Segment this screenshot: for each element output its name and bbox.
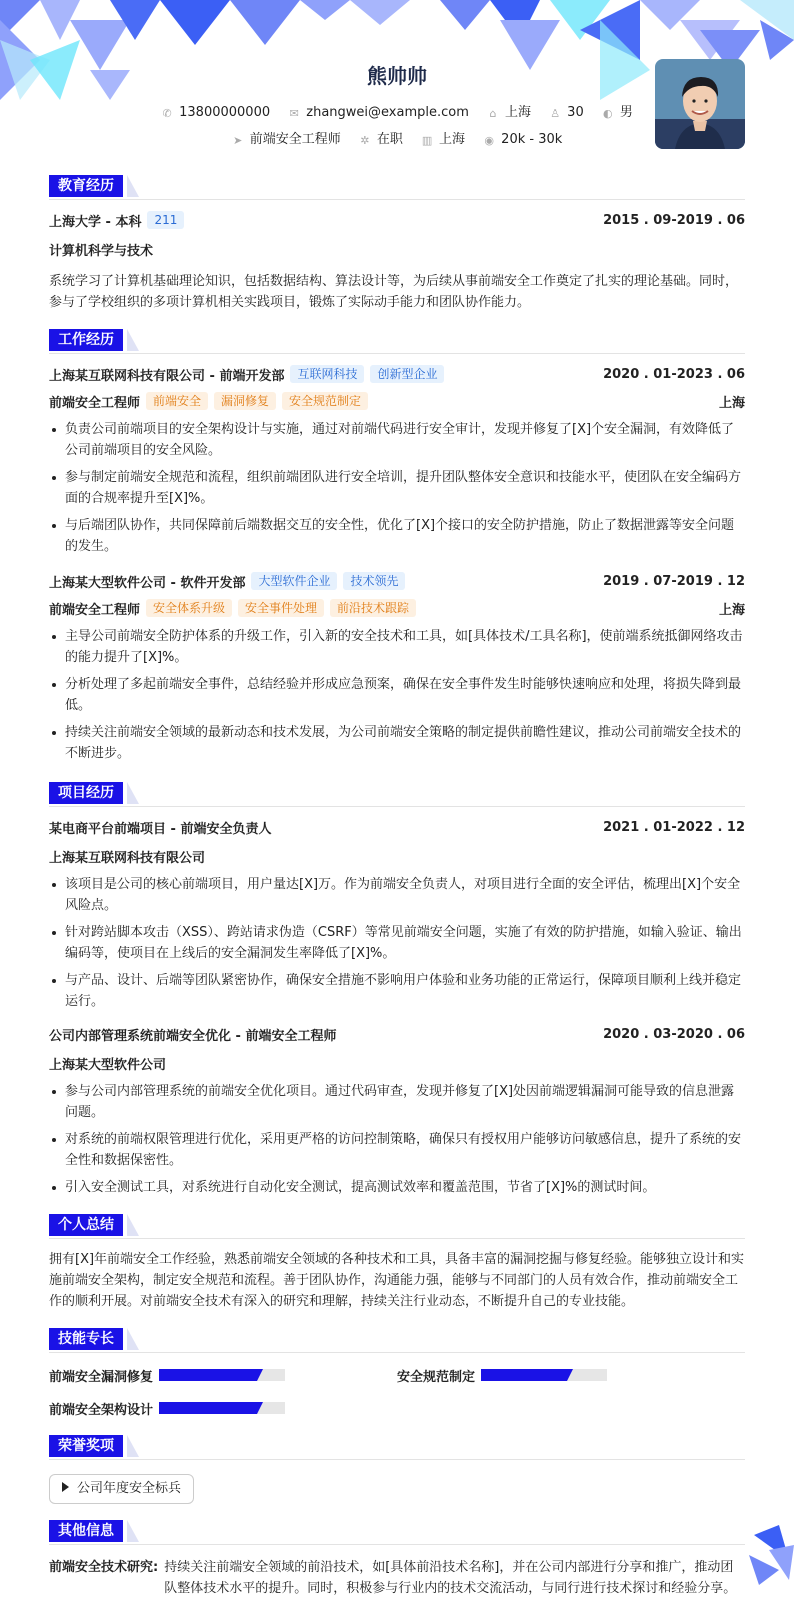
position-item xyxy=(232,128,341,147)
company-tag: 创新型企业 xyxy=(370,365,444,383)
gender-value: 男 xyxy=(619,105,633,120)
skill-name: 前端安全架构设计 xyxy=(49,1402,154,1418)
building-icon: ▥ xyxy=(421,134,433,147)
list-item: 主导公司前端安全防护体系的升级工作，引入新的安全技术和工具，如[具体技术/工具名称]，使前端系统抵御网络攻击的能力提升了[X]%。 xyxy=(49,626,745,668)
company-tag: 大型软件企业 xyxy=(251,572,337,590)
section-title-other: 其他信息 xyxy=(49,1520,123,1542)
resume-header xyxy=(49,0,745,165)
skill-item xyxy=(49,1365,397,1385)
location-value: 上海 xyxy=(505,105,532,120)
award-name: 公司年度安全标兵 xyxy=(77,1481,182,1496)
age-item xyxy=(549,105,584,120)
skill-bar xyxy=(481,1369,607,1381)
summary-section xyxy=(49,1212,745,1312)
other-section xyxy=(49,1518,745,1599)
status-icon: ✲ xyxy=(360,134,370,147)
salary-value: 20k - 30k xyxy=(501,132,563,147)
section-title-work: 工作经历 xyxy=(49,329,123,351)
work-item xyxy=(49,364,745,557)
mail-icon: ✉ xyxy=(289,107,299,120)
home-icon: ⌂ xyxy=(489,107,497,120)
role-name: 前端安全工程师 xyxy=(49,602,141,618)
work-date: 2019 . 07-2019 . 12 xyxy=(603,573,745,589)
list-item: 对系统的前端权限管理进行优化，采用更严格的访问控制策略，确保只有授权用户能够访问敏感信息，提升了系统的安全性和数据保密性。 xyxy=(49,1129,745,1171)
other-item xyxy=(49,1557,745,1599)
list-item: 持续关注前端安全领域的最新动态和技术发展，为公司前端安全策略的制定提供前瞻性建议，推动公司前端安全技术的不断进步。 xyxy=(49,722,745,764)
job-intent-row xyxy=(49,128,745,147)
section-title-projects: 项目经历 xyxy=(49,782,123,804)
salary-item xyxy=(483,132,562,147)
education-date: 2015 . 09-2019 . 06 xyxy=(603,212,745,228)
awards-section xyxy=(49,1433,745,1504)
list-item: 参与制定前端安全规范和流程，组织前端团队进行安全培训，提升团队整体安全意识和技能水平，使团队在安全编码方面的合规率提升至[X]%。 xyxy=(49,467,745,509)
phone-item xyxy=(161,105,270,120)
section-title-awards: 荣誉奖项 xyxy=(49,1435,123,1457)
gender-icon: ◐ xyxy=(603,107,613,120)
avatar xyxy=(655,59,745,149)
project-title: 某电商平台前端项目 - 前端安全负责人 xyxy=(49,821,272,837)
age-icon: ♙ xyxy=(550,107,561,120)
salary-icon: ◉ xyxy=(484,134,494,147)
school-tag: 211 xyxy=(147,211,184,229)
school-name: 上海大学 - 本科 xyxy=(49,214,142,230)
section-title-education: 教育经历 xyxy=(49,175,123,197)
email-value: zhangwei@example.com xyxy=(306,105,469,120)
award-item xyxy=(49,1474,194,1504)
work-city: 上海 xyxy=(718,602,745,618)
skills-section xyxy=(49,1326,745,1431)
age-value: 30 xyxy=(567,105,584,120)
list-item: 与产品、设计、后端等团队紧密协作，确保安全措施不影响用户体验和业务功能的正常运行，保障项目顺利上线并稳定运行。 xyxy=(49,970,745,1012)
role-tag: 安全规范制定 xyxy=(282,392,368,410)
project-company: 上海某大型软件公司 xyxy=(49,1057,167,1073)
section-title-summary: 个人总结 xyxy=(49,1214,123,1236)
skill-item xyxy=(397,1365,745,1385)
summary-text: 拥有[X]年前端安全工作经验，熟悉前端安全领域的各种技术和工具，具备丰富的漏洞挖掘与修复经验。能够独立设计和实施前端安全架构，制定安全规范和流程。善于团队协作，沟通能力强，能够与不同部门的人员有效合作，推动前端安全工作的顺利开展。对前端安全技术有深入的研究和理解，持续关注行业动态，不断提升自己的专业技能。 xyxy=(49,1252,745,1309)
send-icon: ➤ xyxy=(233,134,243,147)
list-item: 参与公司内部管理系统的前端安全优化项目。通过代码审查，发现并修复了[X]处因前端逻辑漏洞可能导致的信息泄露问题。 xyxy=(49,1081,745,1123)
work-city: 上海 xyxy=(718,395,745,411)
role-tag: 安全事件处理 xyxy=(238,599,324,617)
company-name: 上海某互联网科技有限公司 - 前端开发部 xyxy=(49,368,285,384)
list-item: 针对跨站脚本攻击（XSS）、跨站请求伪造（CSRF）等常见前端安全问题，实施了有效的防护措施，如输入验证、输出编码等，使项目在上线后的安全漏洞发生率降低了[X]%。 xyxy=(49,922,745,964)
project-item xyxy=(49,1024,745,1198)
skill-name: 前端安全漏洞修复 xyxy=(49,1369,154,1385)
project-company: 上海某互联网科技有限公司 xyxy=(49,850,206,866)
location-item xyxy=(487,101,531,120)
company-tag: 技术领先 xyxy=(343,572,405,590)
work-date: 2020 . 01-2023 . 06 xyxy=(603,366,745,382)
projects-section xyxy=(49,780,745,1198)
status-value: 在职 xyxy=(376,132,403,147)
education-desc: 系统学习了计算机基础理论知识，包括数据结构、算法设计等，为后续从事前端安全工作奠定了扎实的理论基础。同时，参与了学校组织的多项计算机相关实践项目，锻炼了实际动手能力和团队协作能力。 xyxy=(49,274,739,310)
role-name: 前端安全工程师 xyxy=(49,395,141,411)
list-item: 与后端团队协作，共同保障前后端数据交互的安全性，优化了[X]个接口的安全防护措施，防止了数据泄露等安全问题的发生。 xyxy=(49,515,745,557)
project-date: 2020 . 03-2020 . 06 xyxy=(603,1026,745,1042)
work-section xyxy=(49,327,745,764)
list-item: 该项目是公司的核心前端项目，用户量达[X]万。作为前端安全负责人，对项目进行全面的安全评估，梳理出[X]个安全风险点。 xyxy=(49,874,745,916)
phone-value: 13800000000 xyxy=(179,105,271,120)
status-item xyxy=(359,128,403,147)
education-row xyxy=(49,210,745,230)
skill-name: 安全规范制定 xyxy=(397,1369,476,1385)
list-item: 负责公司前端项目的安全架构设计与实施，通过对前端代码进行安全审计，发现并修复了[X]个安全漏洞，有效降低了公司前端项目的安全风险。 xyxy=(49,419,745,461)
project-item xyxy=(49,817,745,1012)
email-item xyxy=(288,105,469,120)
role-tag: 前端安全 xyxy=(146,392,208,410)
section-title-skills: 技能专长 xyxy=(49,1328,123,1350)
work-item xyxy=(49,571,745,764)
role-tag: 前沿技术跟踪 xyxy=(330,599,416,617)
position-value: 前端安全工程师 xyxy=(249,132,341,147)
city-value: 上海 xyxy=(439,132,466,147)
project-date: 2021 . 01-2022 . 12 xyxy=(603,819,745,835)
city-item xyxy=(421,128,465,147)
role-tag: 安全体系升级 xyxy=(146,599,232,617)
phone-icon: ✆ xyxy=(162,107,172,120)
skill-bar xyxy=(159,1402,285,1414)
contact-row xyxy=(49,101,745,120)
project-title: 公司内部管理系统前端安全优化 - 前端安全工程师 xyxy=(49,1028,337,1044)
skill-bar xyxy=(159,1369,285,1381)
major: 计算机科学与技术 xyxy=(49,243,154,259)
list-item: 分析处理了多起前端安全事件，总结经验并形成应急预案，确保在安全事件发生时能够快速响应和处理，将损失降到最低。 xyxy=(49,674,745,716)
other-key: 前端安全技术研究: xyxy=(49,1560,159,1575)
role-tag: 漏洞修复 xyxy=(214,392,276,410)
gender-item xyxy=(602,101,633,120)
other-value: 持续关注前端安全领域的前沿技术，如[具体前沿技术名称]，并在公司内部进行分享和推广，推动团队整体技术水平的提升。同时，积极参与行业内的技术交流活动，与同行进行技术探讨和经验分享。 xyxy=(164,1560,737,1596)
candidate-name: 熊帅帅 xyxy=(367,64,427,88)
skill-item xyxy=(49,1398,397,1418)
play-icon xyxy=(62,1482,69,1492)
company-name: 上海某大型软件公司 - 软件开发部 xyxy=(49,575,246,591)
company-tag: 互联网科技 xyxy=(290,365,364,383)
list-item: 引入安全测试工具，对系统进行自动化安全测试，提高测试效率和覆盖范围，节省了[X]%的测试时间。 xyxy=(49,1177,745,1198)
education-section xyxy=(49,173,745,313)
